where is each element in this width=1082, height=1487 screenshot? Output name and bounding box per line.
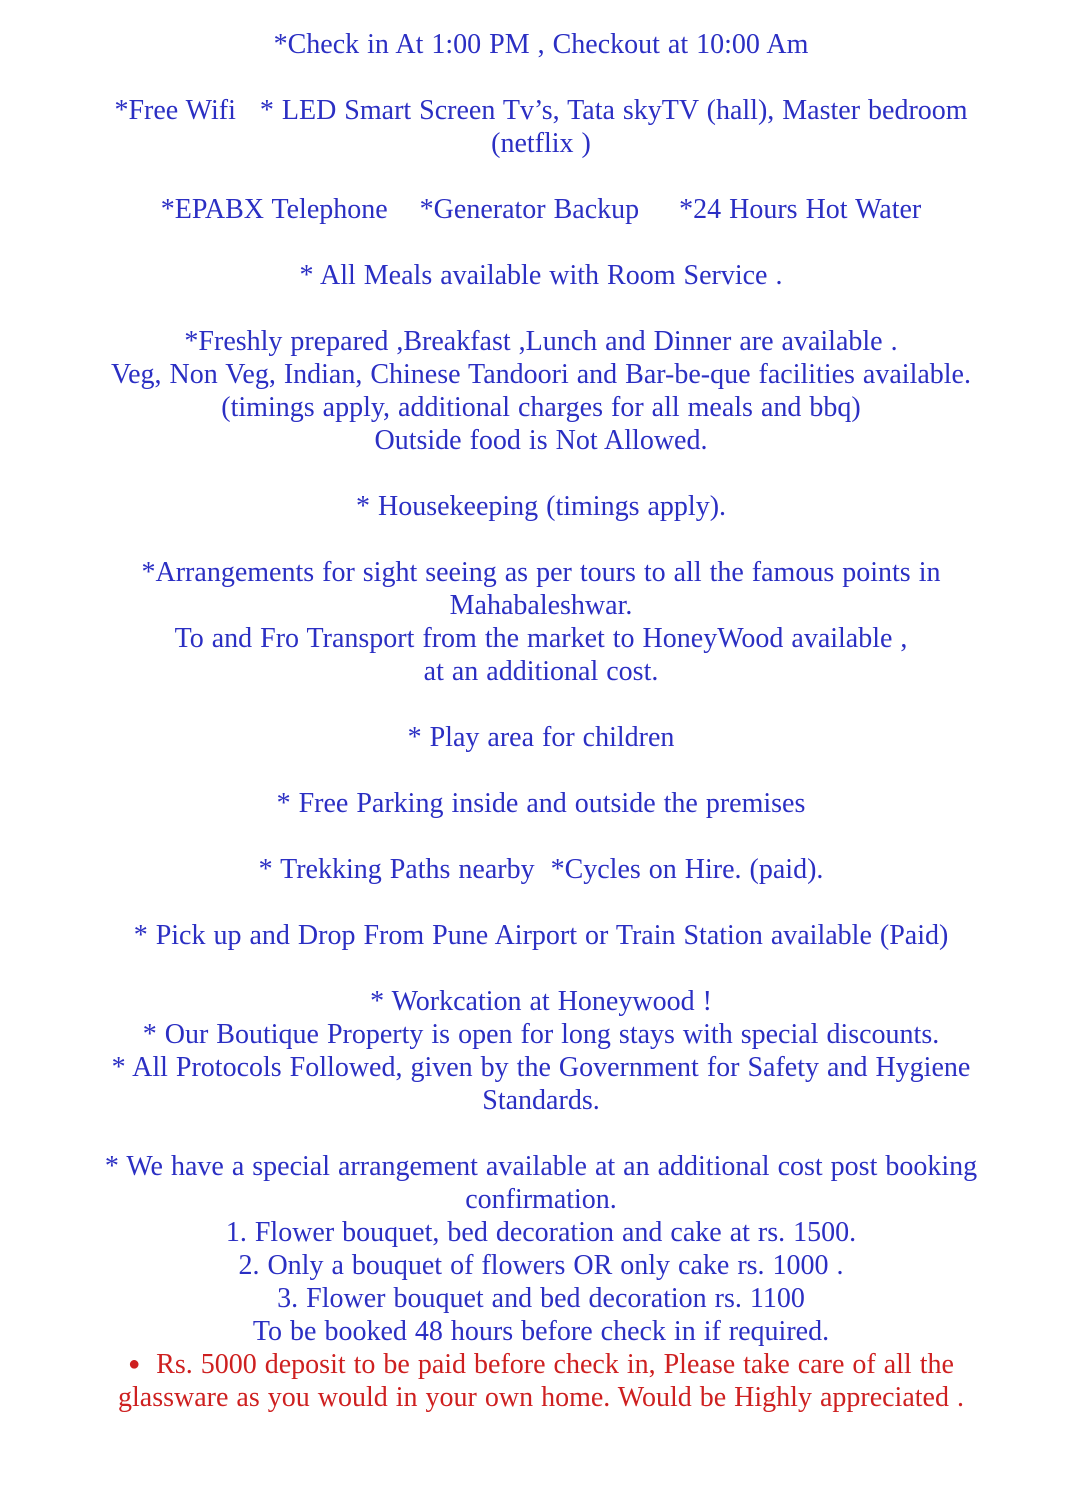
text-line: [22, 391, 1060, 424]
text-span: * All Protocols Followed, given by the Government for Safety and Hygiene: [111, 1052, 971, 1083]
paragraph: [22, 193, 1060, 226]
text-span: Standards.: [482, 1085, 600, 1116]
paragraph: [22, 1150, 1060, 1414]
text-span: 2. Only a bouquet of flowers OR only cake rs. 1000 .: [238, 1250, 844, 1281]
paragraph: [22, 556, 1060, 688]
text-span: * Our Boutique Property is open for long stays with special discounts.: [142, 1019, 940, 1050]
text-line: [22, 721, 1060, 754]
bullet-icon: ●: [128, 1353, 141, 1375]
text-span: at an additional cost.: [423, 656, 659, 687]
text-line: [22, 787, 1060, 820]
text-line: [22, 193, 1060, 226]
text-span: Rs. 5000 deposit to be paid before check in, Please take care of all the: [156, 1349, 954, 1380]
paragraph: [22, 325, 1060, 457]
paragraph: [22, 94, 1060, 160]
text-span: *Freshly prepared ,Breakfast ,Lunch and Dinner are available .: [184, 326, 898, 357]
paragraph: [22, 787, 1060, 820]
text-span: * We have a special arrangement available at an additional cost post booking: [104, 1151, 978, 1182]
text-line: [22, 589, 1060, 622]
text-line: [22, 556, 1060, 589]
text-span: *EPABX Telephone *Generator Backup *24 Hours Hot Water: [160, 194, 922, 225]
text-line: [22, 1084, 1060, 1117]
text-line: [22, 358, 1060, 391]
text-line: [22, 259, 1060, 292]
text-line: [22, 1051, 1060, 1084]
text-line: [22, 1183, 1060, 1216]
text-span: confirmation.: [465, 1184, 617, 1215]
paragraph: [22, 259, 1060, 292]
paragraph: [22, 853, 1060, 886]
text-line: [22, 1150, 1060, 1183]
text-span: *Arrangements for sight seeing as per tours to all the famous points in: [141, 557, 941, 588]
text-line: [22, 1216, 1060, 1249]
paragraph: [22, 490, 1060, 523]
paragraph: [22, 919, 1060, 952]
text-line: [22, 1315, 1060, 1348]
text-line: [22, 127, 1060, 160]
text-span: 3. Flower bouquet and bed decoration rs. 1100: [277, 1283, 805, 1314]
text-span: * Play area for children: [407, 722, 675, 753]
text-line: [22, 1282, 1060, 1315]
text-span: * Housekeeping (timings apply).: [355, 491, 727, 522]
text-line: [22, 490, 1060, 523]
text-line: [22, 655, 1060, 688]
text-line: [22, 853, 1060, 886]
text-line: [22, 1348, 1060, 1381]
text-span: *Free Wifi * LED Smart Screen Tv’s, Tata skyTV (hall), Master bedroom: [114, 95, 968, 126]
paragraph: [22, 985, 1060, 1117]
text-line: [22, 94, 1060, 127]
text-span: glassware as you would in your own home. Would be Highly appreciated .: [118, 1382, 964, 1413]
text-span: To and Fro Transport from the market to HoneyWood available ,: [174, 623, 908, 654]
text-line: [22, 1018, 1060, 1051]
text-line: [22, 919, 1060, 952]
text-span: To be booked 48 hours before check in if required.: [252, 1316, 830, 1347]
paragraph: [22, 721, 1060, 754]
paragraph: [22, 28, 1060, 61]
text-line: [22, 985, 1060, 1018]
text-span: * All Meals available with Room Service .: [299, 260, 783, 291]
text-span: * Free Parking inside and outside the premises: [276, 788, 806, 819]
text-span: Veg, Non Veg, Indian, Chinese Tandoori and Bar-be-que facilities available.: [111, 359, 971, 390]
text-span: (netflix ): [491, 128, 591, 159]
text-line: [22, 1249, 1060, 1282]
text-span: 1. Flower bouquet, bed decoration and cake at rs. 1500.: [225, 1217, 857, 1248]
text-span: Outside food is Not Allowed.: [374, 425, 708, 456]
text-line: [22, 424, 1060, 457]
text-span: *Check in At 1:00 PM , Checkout at 10:00 Am: [273, 29, 809, 60]
text-line: [22, 28, 1060, 61]
text-span: * Trekking Paths nearby *Cycles on Hire. (paid).: [258, 854, 824, 885]
text-span: (timings apply, additional charges for all meals and bbq): [221, 392, 861, 423]
text-span: * Pick up and Drop From Pune Airport or Train Station available (Paid): [133, 920, 949, 951]
text-line: [22, 1381, 1060, 1414]
text-span: Mahabaleshwar.: [449, 590, 633, 621]
text-span: * Workcation at Honeywood !: [370, 986, 712, 1017]
text-line: [22, 622, 1060, 655]
text-line: [22, 325, 1060, 358]
